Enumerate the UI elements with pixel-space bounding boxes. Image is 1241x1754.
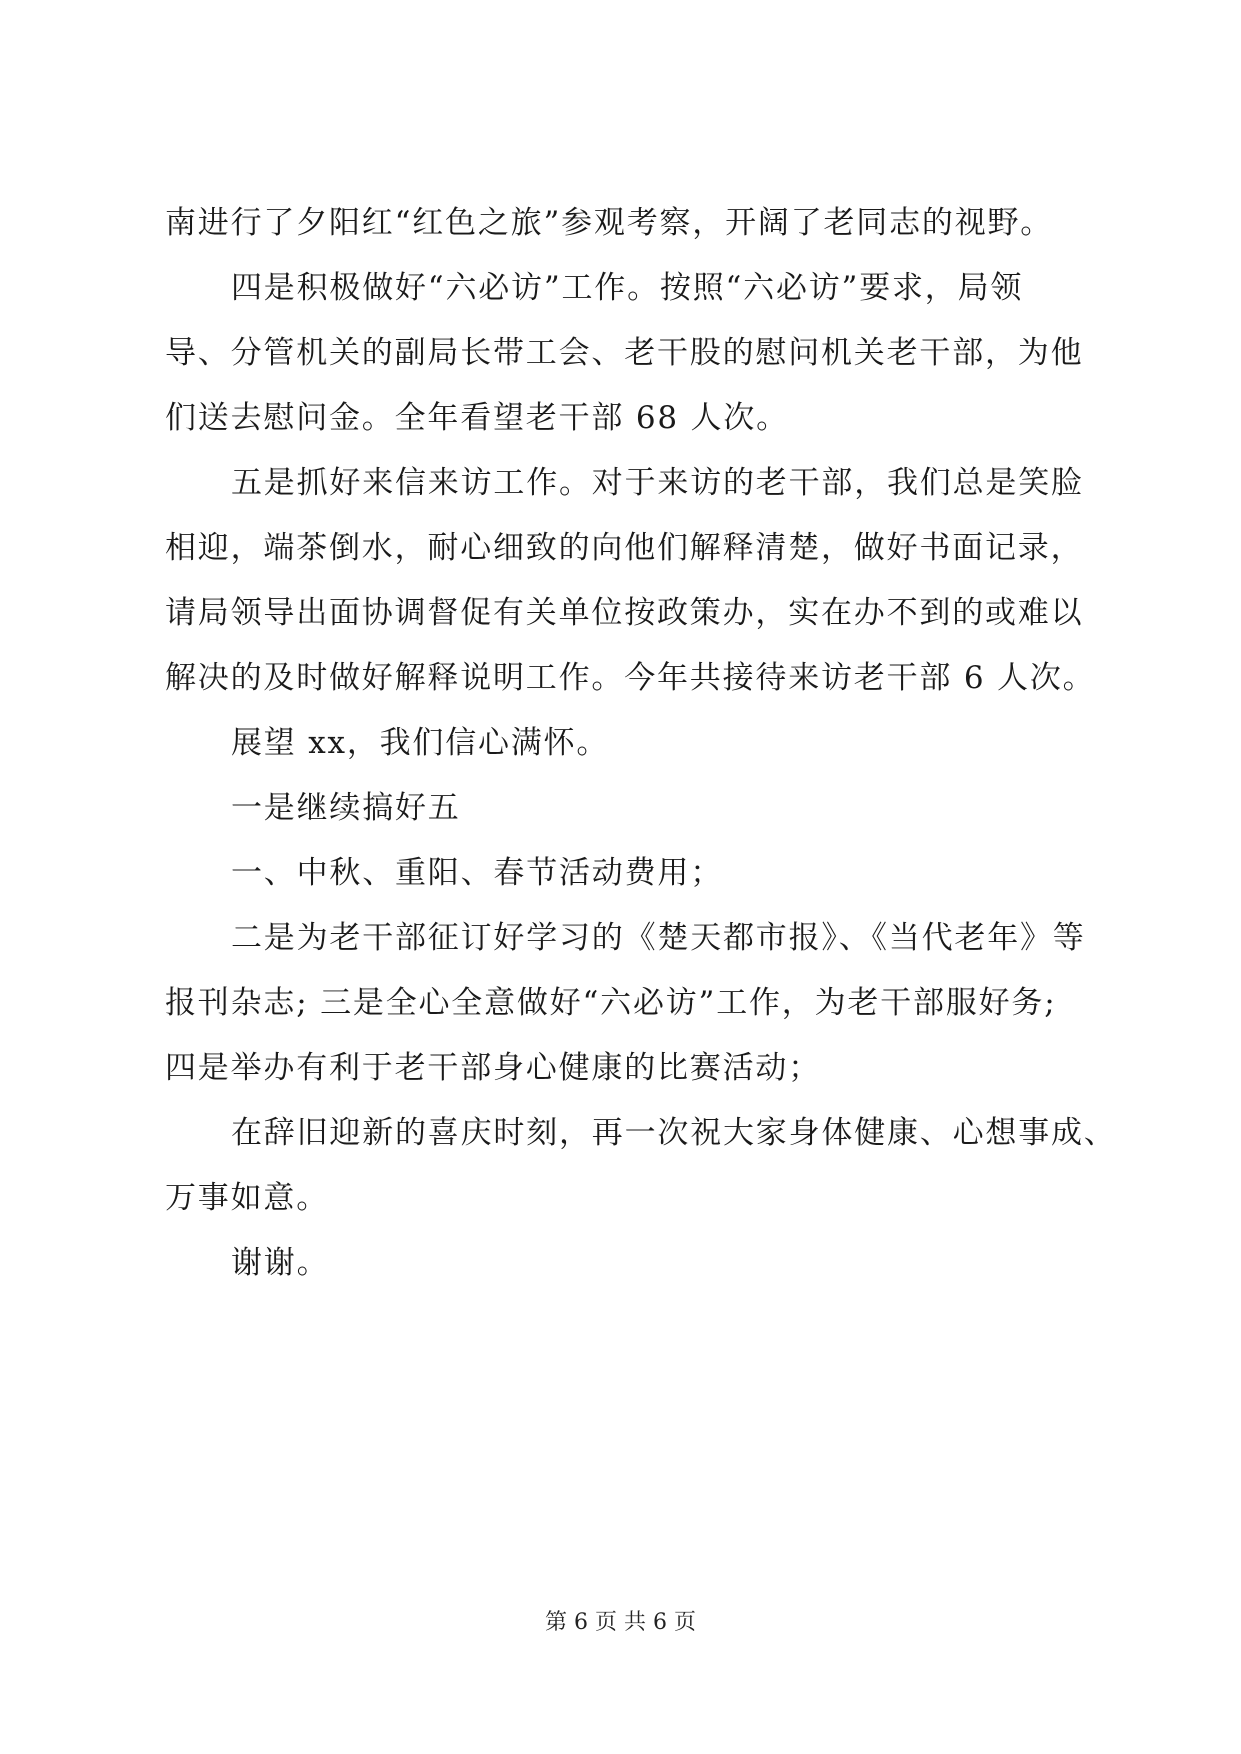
paragraph-line: 四是积极做好“六必访”工作。按照“六必访”要求，局领 bbox=[231, 270, 1024, 306]
paragraph-line: 解决的及时做好解释说明工作。今年共接待来访老干部 6 人次。 bbox=[165, 660, 1096, 696]
paragraph-line: 南进行了夕阳红“红色之旅”参观考察，开阔了老同志的视野。 bbox=[165, 205, 1054, 241]
paragraph-line: 一是继续搞好五 bbox=[231, 790, 461, 826]
paragraph-line: 一、中秋、重阳、春节活动费用； bbox=[231, 855, 723, 891]
paragraph-line: 四是举办有利于老干部身心健康的比赛活动； bbox=[165, 1050, 821, 1086]
document-body bbox=[165, 198, 1117, 1303]
page-footer: 第 6 页 共 6 页 bbox=[545, 1610, 696, 1635]
paragraph-line: 导、分管机关的副局长带工会、老干股的慰问机关老干部，为他 bbox=[165, 335, 1084, 371]
paragraph-line: 五是抓好来信来访工作。对于来访的老干部，我们总是笑脸 bbox=[231, 465, 1084, 501]
paragraph-line: 谢谢。 bbox=[231, 1245, 330, 1281]
paragraph-line: 报刊杂志; 三是全心全意做好“六必访”工作，为老干部服好务; bbox=[165, 985, 1057, 1021]
paragraph-line: 请局领导出面协调督促有关单位按政策办，实在办不到的或难以 bbox=[165, 595, 1084, 631]
paragraph-line: 展望 xx，我们信心满怀。 bbox=[231, 725, 610, 761]
paragraph-line: 们送去慰问金。全年看望老干部 68 人次。 bbox=[165, 400, 789, 436]
paragraph-line: 二是为老干部征订好学习的《楚天都市报》、《当代老年》等 bbox=[231, 920, 1086, 956]
paragraph-line: 万事如意。 bbox=[165, 1180, 329, 1216]
paragraph-line: 在辞旧迎新的喜庆时刻，再一次祝大家身体健康、心想事成、 bbox=[231, 1115, 1117, 1151]
paragraph-line: 相迎，端茶倒水，耐心细致的向他们解释清楚，做好书面记录， bbox=[165, 530, 1084, 566]
